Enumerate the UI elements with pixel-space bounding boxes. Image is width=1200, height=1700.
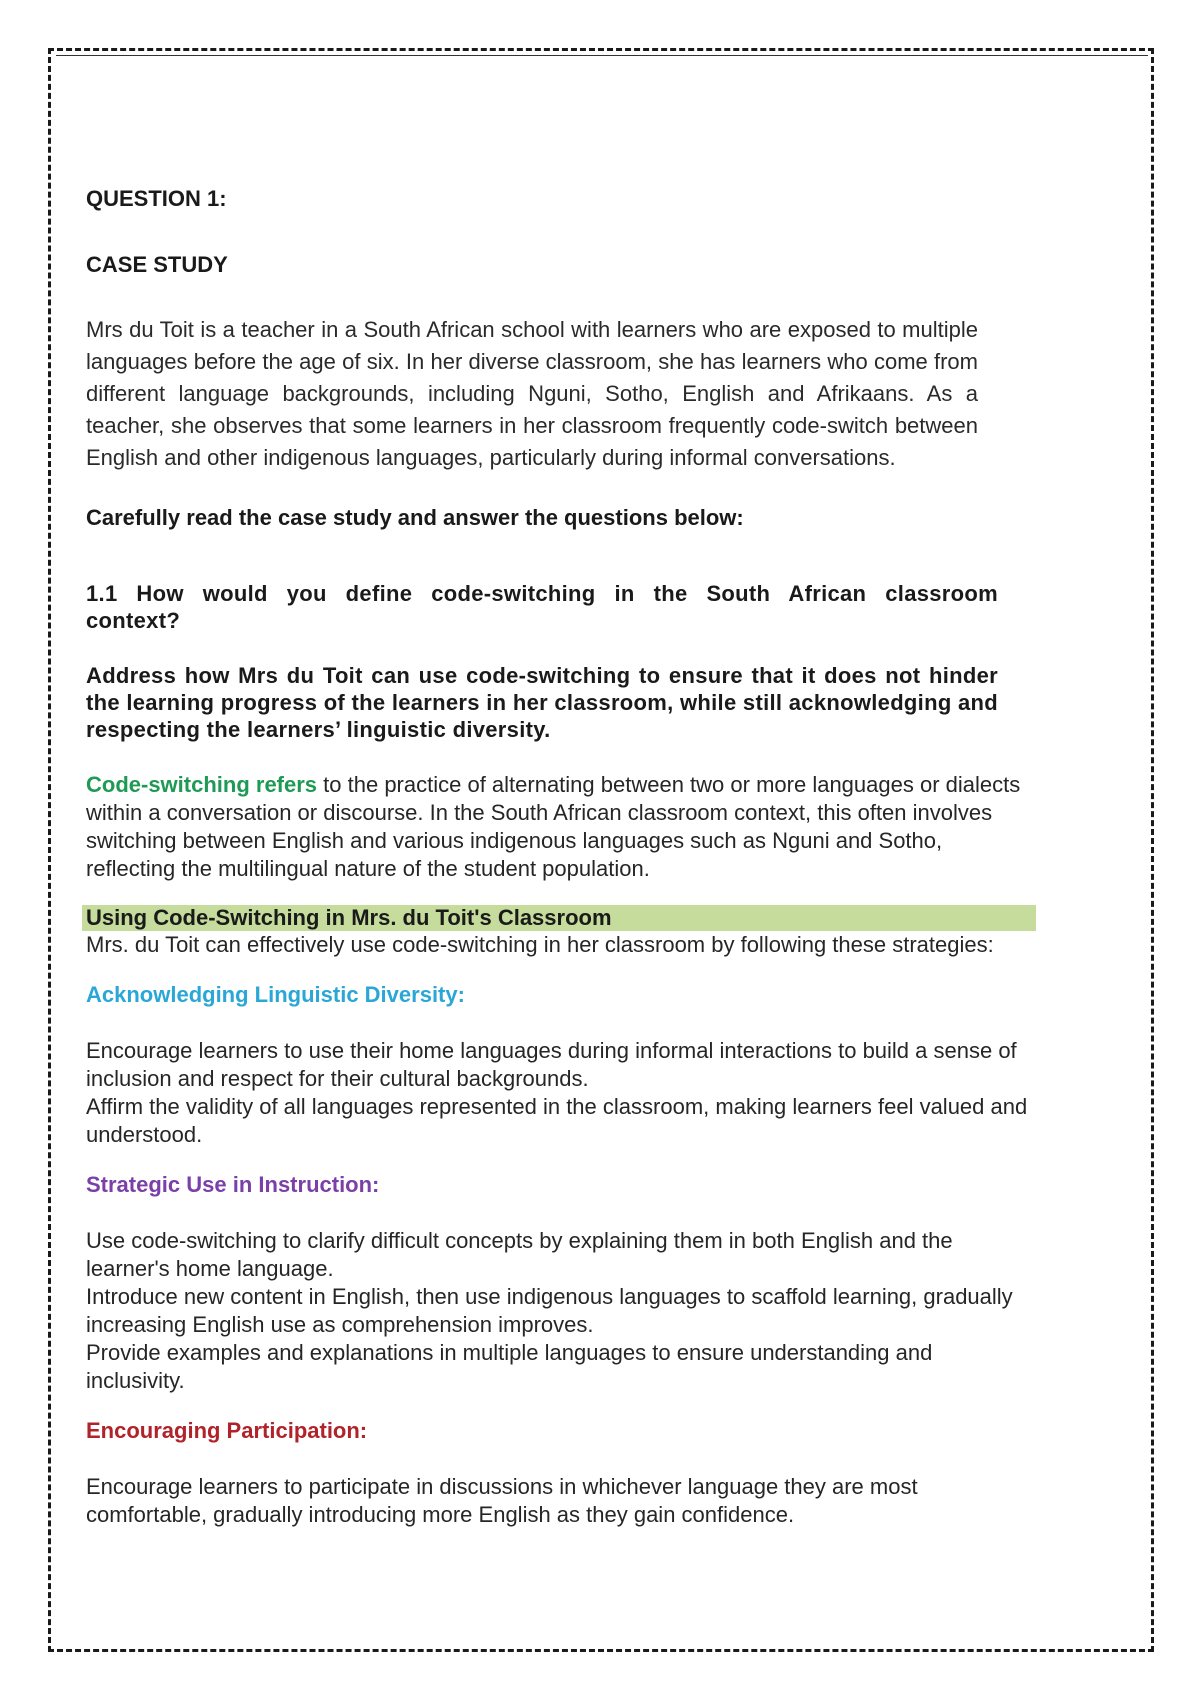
classroom-heading: Using Code-Switching in Mrs. du Toit's Classroom [82, 905, 1036, 931]
section-body-participation [86, 1473, 1036, 1529]
question-address: Address how Mrs du Toit can use code-switching to ensure that it does not hinder the learning progress of the learners in her classroom, while still acknowledging and respecting the learners’ linguistic diversity. [86, 663, 998, 742]
case-study-heading: CASE STUDY [86, 252, 228, 277]
classroom-intro: Mrs. du Toit can effectively use code-switching in her classroom by following these strategies: [86, 932, 994, 957]
paragraph: Use code-switching to clarify difficult concepts by explaining them in both English and the learner's home language. [86, 1228, 953, 1281]
definition-rest: to the practice of alternating between two or more languages or dialects within a conversation or discourse. In the South African classroom context, this often involves switching between English and various indigenous languages such as Nguni and Sotho, reflecting the multilingual nature of the student population. [86, 772, 1021, 881]
instruction-text: Carefully read the case study and answer the questions below: [86, 505, 744, 530]
paragraph: Encourage learners to participate in discussions in whichever language they are most comfortable, gradually introducing more English as they gain confidence. [86, 1474, 918, 1527]
question-heading: QUESTION 1: [86, 186, 227, 211]
paragraph: Affirm the validity of all languages represented in the classroom, making learners feel valued and understood. [86, 1094, 1028, 1147]
question-1-1: 1.1 How would you define code-switching in the South African classroom context? [86, 581, 998, 633]
section-body-instruction [86, 1227, 1036, 1395]
section-body-diversity [86, 1037, 1036, 1149]
paragraph: Introduce new content in English, then use indigenous languages to scaffold learning, gradually increasing English use as comprehension improves. [86, 1284, 1013, 1337]
section-heading-participation: Encouraging Participation: [86, 1418, 368, 1443]
definition-lead: Code-switching refers [86, 772, 318, 797]
paragraph: Provide examples and explanations in multiple languages to ensure understanding and inclusivity. [86, 1340, 933, 1393]
header-rule [56, 55, 1148, 56]
case-study-text: Mrs du Toit is a teacher in a South African school with learners who are exposed to multiple languages before the age of six. In her diverse classroom, she has learners who come from different language backgrounds, including Nguni, Sotho, English and Afrikaans. As a teacher, she observes that some learners in her classroom frequently code-switch between English and other indigenous languages, particularly during informal conversations. [86, 317, 978, 470]
section-heading-diversity: Acknowledging Linguistic Diversity: [86, 982, 465, 1007]
paragraph: Encourage learners to use their home languages during informal interactions to build a sense of inclusion and respect for their cultural backgrounds. [86, 1038, 1017, 1091]
section-heading-instruction: Strategic Use in Instruction: [86, 1172, 380, 1197]
document-content [86, 186, 1036, 1551]
definition-paragraph [86, 771, 1036, 883]
